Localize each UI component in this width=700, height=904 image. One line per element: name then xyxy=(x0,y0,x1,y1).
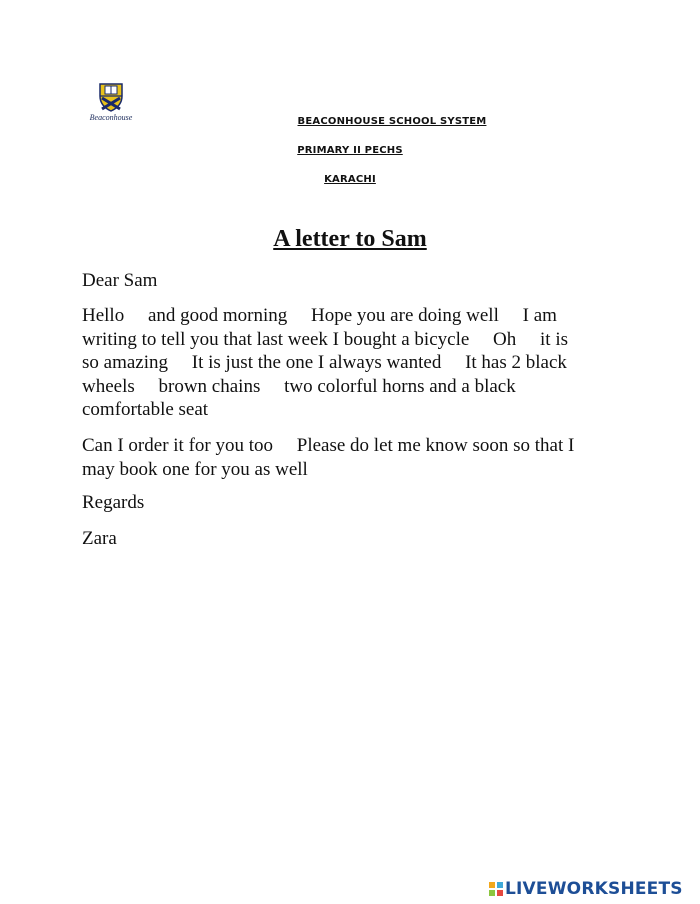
liveworksheets-logo[interactable] xyxy=(489,879,683,899)
logo-text: Beaconhouse xyxy=(89,113,133,122)
paragraph-line: Can I order it for you too Please do let me know soon so that I xyxy=(82,435,575,456)
letter-greeting: Dear Sam xyxy=(82,270,158,291)
paragraph-line: may book one for you as well xyxy=(82,458,308,480)
liveworksheets-grid-icon xyxy=(489,882,503,896)
school-branch: PRIMARY II PECHS xyxy=(297,145,403,156)
letter-closing: Regards xyxy=(82,492,145,513)
school-name: BEACONHOUSE SCHOOL SYSTEM xyxy=(297,116,487,127)
beaconhouse-crest-icon xyxy=(98,82,124,112)
school-city: KARACHI xyxy=(324,174,376,185)
paragraph-line: wheels brown chains two colorful horns and a black xyxy=(82,375,516,397)
liveworksheets-brand-text: LIVEWORKSHEETS xyxy=(505,879,683,899)
letter-paragraph-1 xyxy=(82,304,622,422)
paragraph-line: comfortable seat xyxy=(82,399,209,420)
letter-signature: Zara xyxy=(82,528,117,549)
paragraph-line: so amazing It is just the one I always wanted It has 2 black xyxy=(82,352,567,373)
paragraph-line: Hello and good morning Hope you are doing well I am xyxy=(82,305,557,326)
letter-paragraph-2 xyxy=(82,434,622,481)
paragraph-line: writing to tell you that last week I bought a bicycle Oh it is xyxy=(82,328,568,350)
letter-title: A letter to Sam xyxy=(273,226,427,252)
